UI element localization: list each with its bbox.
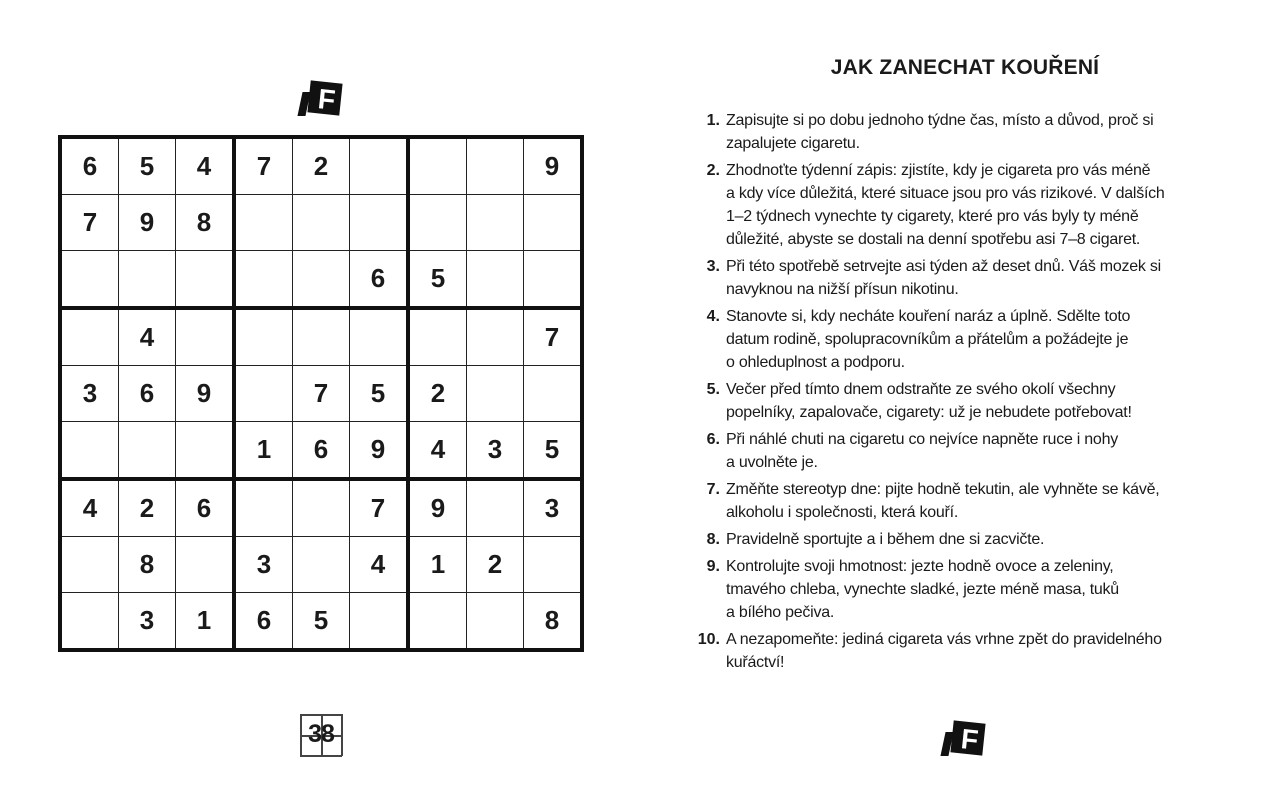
sudoku-cell: 2 <box>467 537 524 593</box>
list-item <box>680 628 1260 674</box>
sudoku-cell <box>408 593 467 651</box>
item-number: 1. <box>706 112 720 129</box>
sudoku-cell: 9 <box>408 479 467 537</box>
item-text: Při náhlé chuti na cigaretu co nejvíce napněte ruce i nohy a uvolněte je. <box>726 431 1118 471</box>
sudoku-cell <box>408 137 467 195</box>
sudoku-cell <box>467 251 524 309</box>
sudoku-cell: 8 <box>176 195 235 251</box>
sudoku-cell: 7 <box>60 195 119 251</box>
sudoku-cell: 5 <box>408 251 467 309</box>
sudoku-cell <box>60 537 119 593</box>
sudoku-cell: 4 <box>408 422 467 480</box>
sudoku-row <box>60 422 582 480</box>
sudoku-cell <box>176 308 235 366</box>
sudoku-cell: 8 <box>119 537 176 593</box>
sudoku-cell: 2 <box>408 366 467 422</box>
sudoku-cell: 7 <box>524 308 583 366</box>
item-number: 8. <box>706 531 720 548</box>
sudoku-cell: 5 <box>524 422 583 480</box>
sudoku-cell <box>350 308 409 366</box>
sudoku-cell: 4 <box>176 137 235 195</box>
list-item <box>680 305 1260 374</box>
sudoku-cell: 1 <box>408 537 467 593</box>
sudoku-cell <box>176 251 235 309</box>
item-number: 4. <box>706 308 720 325</box>
logo-letter: F <box>316 83 337 116</box>
sudoku-cell <box>234 308 293 366</box>
sudoku-cell <box>293 479 350 537</box>
sudoku-cell <box>350 593 409 651</box>
list-item <box>680 478 1260 524</box>
tips-list <box>680 109 1260 678</box>
sudoku-cell <box>60 422 119 480</box>
sudoku-cell <box>293 251 350 309</box>
sudoku-cell: 9 <box>524 137 583 195</box>
page-number-box <box>300 714 342 756</box>
sudoku-cell: 1 <box>234 422 293 480</box>
page-title: JAK ZANECHAT KOUŘENÍ <box>830 56 1100 79</box>
sudoku-cell: 9 <box>176 366 235 422</box>
sudoku-cell: 2 <box>293 137 350 195</box>
sudoku-row <box>60 195 582 251</box>
item-text: Pravidelně sportujte a i během dne si zacvičte. <box>726 531 1045 548</box>
list-item <box>680 428 1260 474</box>
sudoku-row <box>60 366 582 422</box>
sudoku-cell: 6 <box>234 593 293 651</box>
list-item <box>680 378 1260 424</box>
sudoku-row <box>60 479 582 537</box>
sudoku-row <box>60 137 582 195</box>
sudoku-cell <box>60 593 119 651</box>
item-text: Kontrolujte svoji hmotnost: jezte hodně ovoce a zeleniny, tmavého chleba, vynechte sladké, jezte méně masa, tuků a bílého pečiva. <box>726 558 1119 621</box>
sudoku-cell <box>524 537 583 593</box>
sudoku-cell: 9 <box>350 422 409 480</box>
item-number: 6. <box>706 431 720 448</box>
sudoku-row <box>60 251 582 309</box>
sudoku-cell: 4 <box>350 537 409 593</box>
list-item <box>680 255 1260 301</box>
sudoku-cell: 7 <box>293 366 350 422</box>
sudoku-row <box>60 308 582 366</box>
item-number: 7. <box>706 481 720 498</box>
sudoku-cell <box>524 251 583 309</box>
sudoku-cell <box>234 366 293 422</box>
sudoku-cell: 7 <box>234 137 293 195</box>
sudoku-cell <box>524 195 583 251</box>
page-number: 38 <box>308 720 334 748</box>
sudoku-row <box>60 537 582 593</box>
sudoku-cell: 3 <box>119 593 176 651</box>
sudoku-cell <box>119 251 176 309</box>
item-number: 10. <box>697 631 720 648</box>
item-text: Při této spotřebě setrvejte asi týden až deset dnů. Váš mozek si navyknou na nižší přísun nikotinu. <box>726 258 1161 298</box>
item-text: Zapisujte si po dobu jednoho týdne čas, místo a důvod, proč si zapalujete cigaretu. <box>726 112 1154 152</box>
sudoku-cell <box>350 137 409 195</box>
sudoku-cell <box>234 251 293 309</box>
sudoku-cell: 2 <box>119 479 176 537</box>
item-number: 5. <box>706 381 720 398</box>
list-item <box>680 555 1260 624</box>
sudoku-cell: 3 <box>524 479 583 537</box>
sudoku-cell <box>119 422 176 480</box>
sudoku-cell <box>350 195 409 251</box>
sudoku-cell: 5 <box>119 137 176 195</box>
sudoku-cell: 9 <box>119 195 176 251</box>
sudoku-cell: 5 <box>350 366 409 422</box>
item-text: Změňte stereotyp dne: pijte hodně tekutin, ale vyhněte se kávě, alkoholu i společnosti, která kouří. <box>726 481 1160 521</box>
sudoku-cell <box>524 366 583 422</box>
sudoku-cell: 5 <box>293 593 350 651</box>
sudoku-cell: 6 <box>293 422 350 480</box>
sudoku-cell: 3 <box>467 422 524 480</box>
sudoku-row <box>60 593 582 651</box>
sudoku-cell: 4 <box>119 308 176 366</box>
sudoku-cell <box>408 308 467 366</box>
sudoku-cell <box>467 479 524 537</box>
item-text: Stanovte si, kdy necháte kouření naráz a úplně. Sdělte toto datum rodině, spolupracovníkům a přátelům a požádejte je o ohleduplnost a podporu. <box>726 308 1131 371</box>
sudoku-cell: 6 <box>60 137 119 195</box>
item-text: A nezapomeňte: jediná cigareta vás vrhne zpět do pravidelného kuřáctví! <box>726 631 1162 671</box>
item-text: Zhodnoťte týdenní zápis: zjistíte, kdy je cigareta pro vás méně a kdy více důležitá, které situace jsou pro vás rizikové. V dalších 1–2 týdnech vynechte ty cigarety, které pro vás byly ty méně důležité, abyste se dostali na denní spotřebu asi 7–8 cigaret. <box>726 162 1165 248</box>
sudoku-cell: 3 <box>234 537 293 593</box>
sudoku-cell <box>60 251 119 309</box>
logo-letter: F <box>959 723 980 756</box>
sudoku-cell: 6 <box>119 366 176 422</box>
item-number: 3. <box>706 258 720 275</box>
sudoku-cell: 1 <box>176 593 235 651</box>
list-item <box>680 528 1260 551</box>
sudoku-cell <box>293 308 350 366</box>
item-text: Večer před tímto dnem odstraňte ze svého okolí všechny popelníky, zapalovače, cigarety: už je nebudete potřebovat! <box>726 381 1132 421</box>
publisher-logo-right <box>943 722 987 758</box>
sudoku-grid <box>58 135 584 652</box>
sudoku-cell <box>234 195 293 251</box>
sudoku-cell: 6 <box>350 251 409 309</box>
publisher-logo <box>300 82 344 118</box>
sudoku-cell <box>176 537 235 593</box>
item-number: 9. <box>706 558 720 575</box>
list-item <box>680 159 1260 251</box>
sudoku-cell <box>408 195 467 251</box>
sudoku-cell <box>467 366 524 422</box>
sudoku-cell: 4 <box>60 479 119 537</box>
sudoku-cell: 7 <box>350 479 409 537</box>
sudoku-cell <box>467 195 524 251</box>
sudoku-cell <box>293 537 350 593</box>
sudoku-cell <box>467 308 524 366</box>
sudoku-cell <box>467 137 524 195</box>
sudoku-cell <box>467 593 524 651</box>
sudoku-cell: 8 <box>524 593 583 651</box>
item-number: 2. <box>706 162 720 179</box>
sudoku-cell: 6 <box>176 479 235 537</box>
sudoku-cell <box>293 195 350 251</box>
sudoku-cell <box>60 308 119 366</box>
sudoku-cell <box>234 479 293 537</box>
list-item <box>680 109 1260 155</box>
sudoku-cell <box>176 422 235 480</box>
sudoku-cell: 3 <box>60 366 119 422</box>
